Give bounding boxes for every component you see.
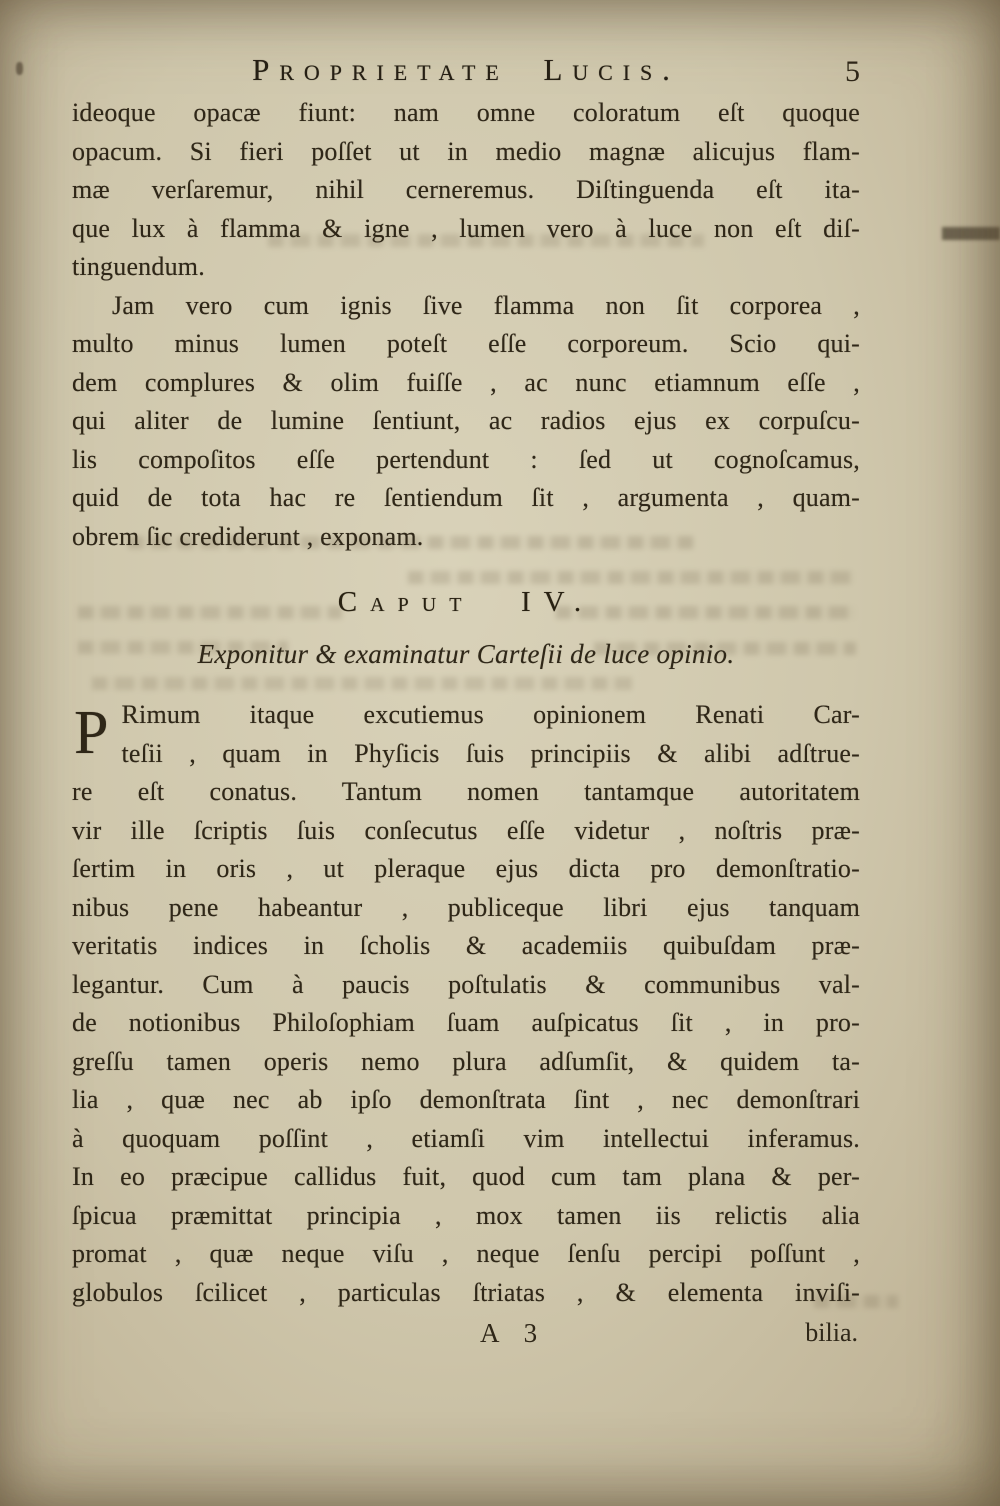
text-line: In eo præcipue callidus fuit, quod cum tam plana & per- bbox=[72, 1162, 860, 1191]
text-line: ſpicua præmittat principia , mox tamen iis relictis alia bbox=[72, 1200, 860, 1230]
body-paragraph-3 bbox=[72, 696, 860, 1312]
text-line: dem complures & olim fuiſſe , ac nunc etiamnum eſſe , bbox=[72, 367, 860, 397]
chapter-heading: Caput IV. bbox=[337, 586, 595, 618]
body-paragraph-1 bbox=[72, 94, 860, 287]
text-line: qui aliter de lumine ſentiunt, ac radios ejus ex corpuſcu- bbox=[72, 406, 860, 435]
page-header bbox=[72, 50, 860, 94]
text-line: nibus pene habeantur , publiceque libri ejus tanquam bbox=[72, 892, 860, 922]
text-line: Jam vero cum ignis ſive flamma non ſit corporea , bbox=[112, 290, 860, 320]
body-paragraph-2 bbox=[72, 287, 860, 557]
text-line: de notionibus Philoſophiam ſuam auſpicatus ſit , in pro- bbox=[72, 1008, 860, 1037]
text-line: greſſu tamen operis nemo plura adſumſit, & quidem ta- bbox=[72, 1046, 860, 1076]
text-line: que lux à flamma & igne , lumen vero à luce non eſt diſ- bbox=[72, 213, 860, 243]
text-line: lia , quæ nec ab ipſo demonſtrata ſint , nec demonſtrari bbox=[72, 1085, 860, 1114]
text-line: veritatis indices in ſcholis & academiis quibuſdam præ- bbox=[72, 931, 860, 960]
text-line: à quoquam poſſint , etiamſi vim intellectui inferamus. bbox=[72, 1123, 860, 1153]
chapter-subtitle: Exponitur & examinatur Carteſii de luce opinio. bbox=[197, 639, 735, 669]
page-number: 5 bbox=[845, 55, 860, 88]
signature-mark: A 3 bbox=[479, 1318, 547, 1348]
text-block bbox=[72, 0, 860, 1354]
text-line: re eſt conatus. Tantum nomen tantamque autoritatem bbox=[72, 777, 860, 806]
page-footer bbox=[72, 1314, 860, 1354]
text-line: tinguendum. bbox=[72, 252, 205, 281]
drop-cap-initial: P bbox=[74, 699, 109, 767]
text-line: multo minus lumen poteſt eſſe corporeum. Scio qui- bbox=[72, 329, 860, 358]
catchword: bilia. bbox=[805, 1318, 858, 1347]
paragraph-lines bbox=[72, 287, 860, 557]
ink-smudge bbox=[942, 227, 1000, 240]
text-line: globulos ſcilicet , particulas ſtriatas , & elementa inviſi- bbox=[72, 1277, 860, 1307]
text-line: mæ verſaremur, nihil cerneremus. Diſtinguenda eſt ita- bbox=[72, 175, 860, 204]
text-line: legantur. Cum à paucis poſtulatis & communibus val- bbox=[72, 969, 860, 999]
text-line: promat , quæ neque viſu , neque ſenſu percipi poſſunt , bbox=[72, 1239, 860, 1268]
paragraph-lines bbox=[72, 94, 860, 287]
text-line: teſii , quam in Phyſicis ſuis principiis & alibi adſtrue- bbox=[121, 738, 860, 768]
text-line: Rimum itaque excutiemus opinionem Renati Car- bbox=[121, 700, 860, 729]
text-line: obrem ſic crediderunt , exponam. bbox=[72, 521, 424, 551]
text-line: opacum. Si fieri poſſet ut in medio magnæ alicujus flam- bbox=[72, 136, 860, 166]
running-title: Proprietate Lucis. bbox=[252, 52, 680, 87]
text-line: quid de tota hac re ſentiendum ſit , argumenta , quam- bbox=[72, 483, 860, 512]
paragraph-lines bbox=[72, 696, 860, 1312]
text-line: ideoque opacæ fiunt: nam omne coloratum eſt quoque bbox=[72, 98, 860, 127]
text-line: vir ille ſcriptis ſuis conſecutus eſſe videtur , noſtris præ- bbox=[72, 815, 860, 845]
ink-smudge bbox=[16, 62, 23, 75]
text-line: ſertim in oris , ut pleraque ejus dicta pro demonſtratio- bbox=[72, 854, 860, 883]
text-line: lis compoſitos eſſe pertendunt : ſed ut cognoſcamus, bbox=[72, 444, 860, 474]
